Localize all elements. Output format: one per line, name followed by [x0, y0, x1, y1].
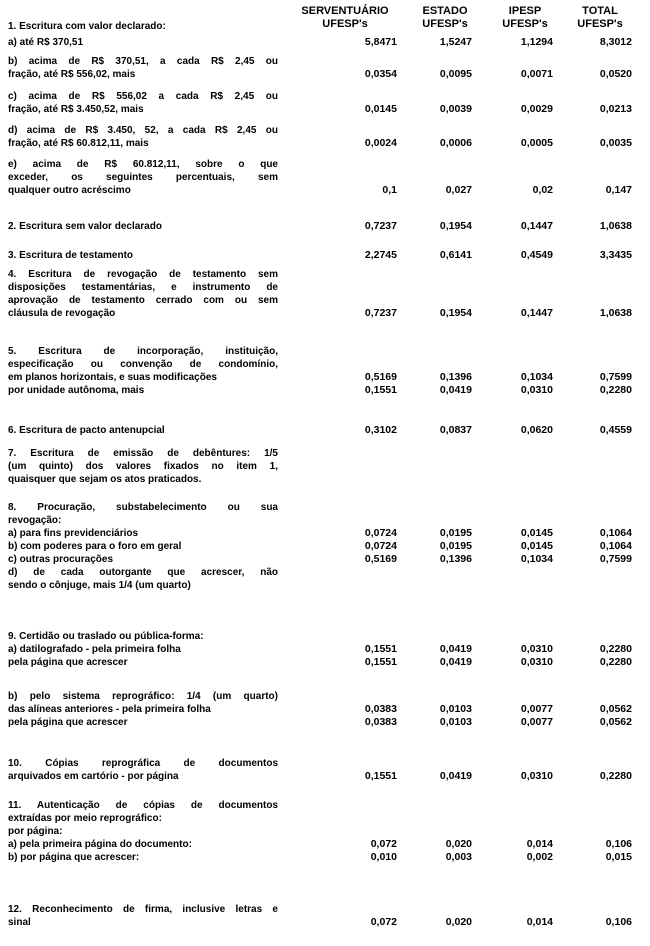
fee-item-description	[8, 424, 278, 437]
description-line: b) acima de R$ 370,51, a cada R$ 2,45 ou	[8, 56, 278, 67]
ipesp-value: 0,0029	[520, 103, 553, 115]
ipesp-value: 0,0077	[520, 703, 553, 715]
total-value: 0,2280	[599, 384, 632, 396]
fee-item-description	[8, 903, 278, 929]
description-line: 2. Escritura sem valor declarado	[8, 221, 162, 232]
description-line: aprovação de testamento cerrado com ou sem	[8, 295, 278, 306]
description-line: 8. Procuração, substabelecimento ou sua	[8, 502, 278, 513]
estado-value: 0,0095	[439, 68, 472, 80]
description-line: d) de cada outorgante que acrescer, não	[8, 567, 278, 578]
estado-value: 1,5247	[439, 36, 472, 48]
ipesp-value: 0,0145	[520, 527, 553, 539]
description-line: e) acima de R$ 60.812,11, sobre o que	[8, 159, 278, 170]
ipesp-value: 0,014	[526, 838, 553, 850]
fee-item-description	[8, 630, 278, 669]
column-header-estado	[410, 5, 480, 31]
serventuario-value: 0,0383	[364, 703, 397, 715]
ipesp-value: 0,0005	[520, 137, 553, 149]
serventuario-value: 0,0145	[364, 103, 397, 115]
ipesp-value: 0,0071	[520, 68, 553, 80]
column-header-ipesp	[490, 5, 560, 31]
total-value: 0,106	[605, 838, 632, 850]
description-line: b) com poderes para o foro em geral	[8, 541, 182, 552]
description-line: 1. Escritura com valor declarado:	[8, 21, 166, 32]
ipesp-value: 0,002	[526, 851, 553, 863]
ipesp-value: 0,02	[532, 184, 553, 196]
ipesp-value: 1,1294	[520, 36, 553, 48]
ipesp-value: 0,1034	[520, 371, 553, 383]
total-value: 0,1064	[599, 527, 632, 539]
description-line: sendo o cônjuge, mais 1/4 (um quarto)	[8, 580, 191, 591]
total-value: 0,1064	[599, 540, 632, 552]
total-value: 0,7599	[599, 371, 632, 383]
fee-item-description	[8, 20, 278, 33]
description-line: a) para fins previdenciários	[8, 528, 139, 539]
column-header-line: ESTADO	[422, 5, 468, 17]
description-line: a) até R$ 370,51	[8, 37, 84, 48]
serventuario-value: 0,7237	[364, 307, 397, 319]
description-line: b) pelo sistema reprográfico: 1/4 (um quarto)	[8, 691, 278, 702]
description-line: 7. Escritura de emissão de debêntures: 1/5	[8, 448, 278, 459]
estado-value: 0,0419	[439, 643, 472, 655]
description-line: 3. Escritura de testamento	[8, 250, 134, 261]
ipesp-value: 0,0310	[520, 656, 553, 668]
description-line: 10. Cópias reprográfica de documentos	[8, 758, 278, 769]
description-line: 11. Autenticação de cópias de documentos	[8, 800, 278, 811]
description-line: 9. Certidão ou traslado ou pública-forma:	[8, 631, 204, 642]
serventuario-value: 0,072	[370, 838, 397, 850]
estado-value: 0,0039	[439, 103, 472, 115]
serventuario-value: 0,3102	[364, 424, 397, 436]
total-value: 8,3012	[599, 36, 632, 48]
fee-item-description	[8, 268, 278, 320]
column-header-line: UFESP's	[577, 18, 623, 30]
column-header-line: SERVENTUÁRIO	[301, 5, 389, 17]
serventuario-value: 0,1551	[364, 656, 397, 668]
description-line: 12. Reconhecimento de firma, inclusive letras e	[8, 904, 278, 915]
estado-value: 0,1954	[439, 307, 472, 319]
description-line: fração, até R$ 3.450,52, mais	[8, 104, 144, 115]
serventuario-value: 0,0354	[364, 68, 397, 80]
estado-value: 0,0103	[439, 716, 472, 728]
estado-value: 0,0837	[439, 424, 472, 436]
total-value: 0,015	[605, 851, 632, 863]
estado-value: 0,0419	[439, 656, 472, 668]
description-line: a) pela primeira página do documento:	[8, 839, 192, 850]
ipesp-value: 0,1034	[520, 553, 553, 565]
total-value: 0,4559	[599, 424, 632, 436]
description-line: c) outras procurações	[8, 554, 114, 565]
estado-value: 0,020	[445, 916, 472, 928]
estado-value: 0,0006	[439, 137, 472, 149]
estado-value: 0,003	[445, 851, 472, 863]
ipesp-value: 0,0620	[520, 424, 553, 436]
column-header-line: UFESP's	[422, 18, 468, 30]
total-value: 0,0213	[599, 103, 632, 115]
fee-item-description	[8, 36, 278, 49]
ipesp-value: 0,0077	[520, 716, 553, 728]
total-value: 0,2280	[599, 770, 632, 782]
fee-item-description	[8, 124, 278, 150]
total-value: 0,2280	[599, 643, 632, 655]
description-line: arquivados em cartório - por página	[8, 771, 179, 782]
serventuario-value: 0,1551	[364, 770, 397, 782]
fee-item-description	[8, 345, 278, 397]
serventuario-value: 0,0024	[364, 137, 397, 149]
total-value: 0,0520	[599, 68, 632, 80]
serventuario-value: 0,1551	[364, 384, 397, 396]
estado-value: 0,1396	[439, 553, 472, 565]
total-value: 0,0035	[599, 137, 632, 149]
description-line: d) acima de R$ 3.450, 52, a cada R$ 2,45 ou	[8, 125, 278, 136]
total-value: 0,7599	[599, 553, 632, 565]
description-line: qualquer outro acréscimo	[8, 185, 131, 196]
description-line: cláusula de revogação	[8, 308, 116, 319]
fee-item-description	[8, 220, 278, 233]
fee-item-description	[8, 447, 278, 486]
column-header-line: UFESP's	[502, 18, 548, 30]
column-header-serventuario	[290, 5, 400, 31]
description-line: fração, até R$ 556,02, mais	[8, 69, 136, 80]
description-line: pela página que acrescer	[8, 657, 128, 668]
description-line: por unidade autônoma, mais	[8, 385, 145, 396]
serventuario-value: 0,1	[382, 184, 397, 196]
description-line: 6. Escritura de pacto antenupcial	[8, 425, 165, 436]
serventuario-value: 0,1551	[364, 643, 397, 655]
serventuario-value: 0,072	[370, 916, 397, 928]
fee-item-description	[8, 158, 278, 197]
description-line: por página:	[8, 826, 63, 837]
ipesp-value: 0,0145	[520, 540, 553, 552]
description-line: 4. Escritura de revogação de testamento sem	[8, 269, 278, 280]
serventuario-value: 0,0724	[364, 540, 397, 552]
serventuario-value: 0,0724	[364, 527, 397, 539]
total-value: 0,147	[605, 184, 632, 196]
description-line: em planos horizontais, e suas modificações	[8, 372, 217, 383]
description-line: extraídas por meio reprográfico:	[8, 813, 162, 824]
serventuario-value: 0,0383	[364, 716, 397, 728]
estado-value: 0,0195	[439, 527, 472, 539]
fee-item-description	[8, 249, 278, 262]
fee-item-description	[8, 55, 278, 81]
description-line: fração, até R$ 60.812,11, mais	[8, 138, 149, 149]
column-header-line: UFESP's	[322, 18, 368, 30]
column-header-total	[565, 5, 635, 31]
ipesp-value: 0,1447	[520, 220, 553, 232]
estado-value: 0,0195	[439, 540, 472, 552]
estado-value: 0,027	[445, 184, 472, 196]
estado-value: 0,6141	[439, 249, 472, 261]
serventuario-value: 0,5169	[364, 371, 397, 383]
description-line: (um quinto) dos valores fixados no item 1,	[8, 461, 278, 472]
description-line: das alíneas anteriores - pela primeira folha	[8, 704, 211, 715]
fee-item-description	[8, 690, 278, 729]
fee-item-description	[8, 90, 278, 116]
description-line: a) datilografado - pela primeira folha	[8, 644, 181, 655]
description-line: quaisquer que sejam os atos praticados.	[8, 474, 202, 485]
description-line: sinal	[8, 917, 31, 928]
description-line: 5. Escritura de incorporação, instituição,	[8, 346, 278, 357]
ipesp-value: 0,014	[526, 916, 553, 928]
description-line: c) acima de R$ 556,02 a cada R$ 2,45 ou	[8, 91, 278, 102]
ipesp-value: 0,4549	[520, 249, 553, 261]
ipesp-value: 0,1447	[520, 307, 553, 319]
estado-value: 0,1396	[439, 371, 472, 383]
column-header-line: TOTAL	[582, 5, 618, 17]
total-value: 0,0562	[599, 716, 632, 728]
description-line: revogação:	[8, 515, 62, 526]
total-value: 3,3435	[599, 249, 632, 261]
serventuario-value: 0,010	[370, 851, 397, 863]
description-line: pela página que acrescer	[8, 717, 128, 728]
description-line: disposições testamentárias, e instrumento de	[8, 282, 278, 293]
serventuario-value: 2,2745	[364, 249, 397, 261]
estado-value: 0,0103	[439, 703, 472, 715]
estado-value: 0,1954	[439, 220, 472, 232]
total-value: 0,106	[605, 916, 632, 928]
estado-value: 0,020	[445, 838, 472, 850]
description-line: b) por página que acrescer:	[8, 852, 140, 863]
ipesp-value: 0,0310	[520, 384, 553, 396]
description-line: exceder, os seguintes percentuais, sem	[8, 172, 278, 183]
estado-value: 0,0419	[439, 770, 472, 782]
serventuario-value: 5,8471	[364, 36, 397, 48]
column-header-line: IPESP	[508, 5, 542, 17]
total-value: 0,0562	[599, 703, 632, 715]
total-value: 1,0638	[599, 220, 632, 232]
fee-item-description	[8, 757, 278, 783]
description-line: especificação ou convenção de condomínio,	[8, 359, 278, 370]
serventuario-value: 0,7237	[364, 220, 397, 232]
total-value: 0,2280	[599, 656, 632, 668]
total-value: 1,0638	[599, 307, 632, 319]
fee-item-description	[8, 501, 278, 592]
estado-value: 0,0419	[439, 384, 472, 396]
ipesp-value: 0,0310	[520, 643, 553, 655]
fee-item-description	[8, 799, 278, 864]
ipesp-value: 0,0310	[520, 770, 553, 782]
serventuario-value: 0,5169	[364, 553, 397, 565]
